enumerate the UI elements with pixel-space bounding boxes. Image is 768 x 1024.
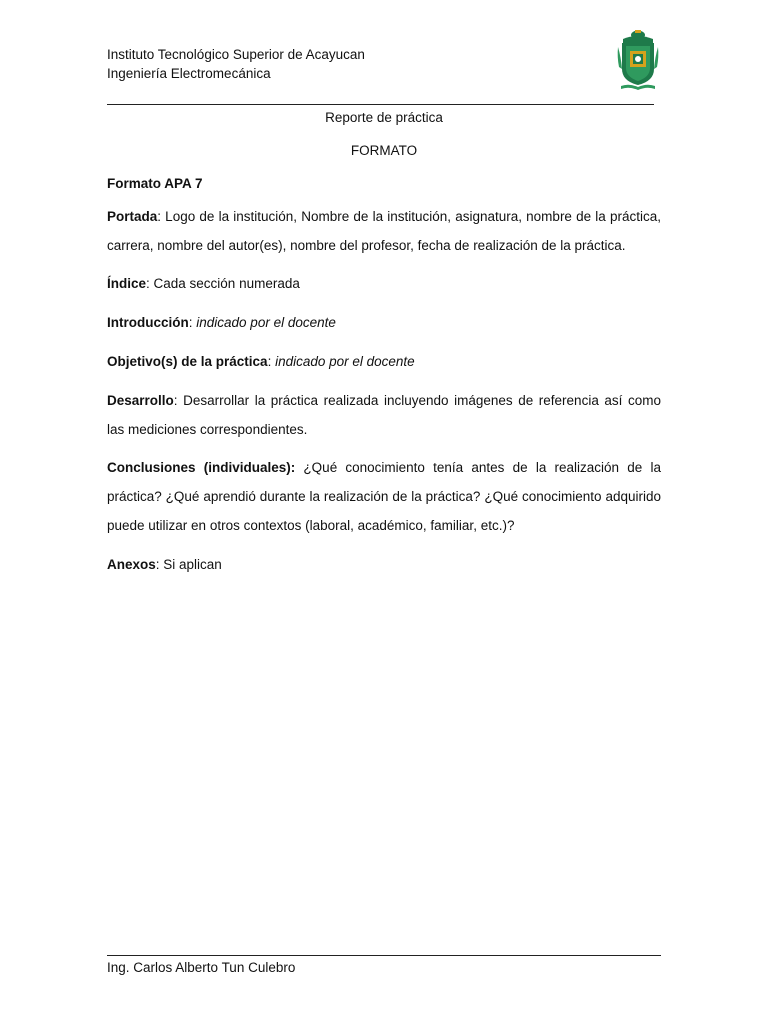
introduccion-sep: :	[188, 315, 197, 331]
objetivos-label: Objetivo(s) de la práctica	[107, 353, 268, 369]
report-title: Reporte de práctica	[325, 110, 443, 125]
header-block	[107, 46, 365, 83]
introduccion-text: indicado por el docente	[196, 315, 336, 331]
conclusiones-text: ¿Qué conocimiento tenía antes de la realización de la práctica? ¿Qué aprendió durante la realización de la práctica? ¿Qué conocimiento adquirido puede utilizar en otros contextos (laboral, académico, familiar, etc.)?	[107, 460, 661, 533]
introduccion-label: Introducción	[107, 315, 189, 331]
program-name: Ingeniería Electromecánica	[107, 65, 271, 81]
desarrollo-paragraph	[107, 387, 661, 445]
footer-author: Ing. Carlos Alberto Tun Culebro	[107, 960, 296, 975]
format-title: FORMATO	[350, 143, 418, 158]
apa-label: Formato APA 7	[107, 176, 203, 191]
desarrollo-label: Desarrollo	[107, 392, 174, 408]
footer-divider	[107, 955, 661, 956]
objetivos-text: indicado por el docente	[275, 353, 415, 369]
anexos-text: : Si aplican	[155, 556, 222, 572]
portada-label: Portada	[107, 208, 158, 224]
conclusiones-label: Conclusiones (individuales):	[107, 460, 296, 476]
apa-format-heading	[107, 170, 661, 199]
institution-shield-logo	[617, 29, 659, 93]
introduccion-paragraph	[107, 309, 661, 338]
anexos-label: Anexos	[107, 556, 156, 572]
portada-text: : Logo de la institución, Nombre de la institución, asignatura, nombre de la práctica, carrera, nombre del autor(es), nombre del profesor, fecha de realización de la práctica.	[107, 208, 661, 253]
anexos-paragraph	[107, 551, 661, 580]
header-divider	[107, 104, 654, 105]
indice-text: : Cada sección numerada	[146, 276, 300, 292]
indice-label: Índice	[107, 276, 147, 292]
portada-paragraph	[107, 203, 661, 261]
objetivos-sep: :	[267, 353, 276, 369]
desarrollo-text: : Desarrollar la práctica realizada incluyendo imágenes de referencia así como las mediciones correspondientes.	[107, 392, 661, 437]
conclusiones-paragraph	[107, 454, 661, 540]
institution-name: Instituto Tecnológico Superior de Acayucan	[107, 47, 365, 62]
objetivos-paragraph	[107, 348, 661, 377]
indice-paragraph	[107, 270, 661, 299]
format-content	[107, 170, 661, 590]
